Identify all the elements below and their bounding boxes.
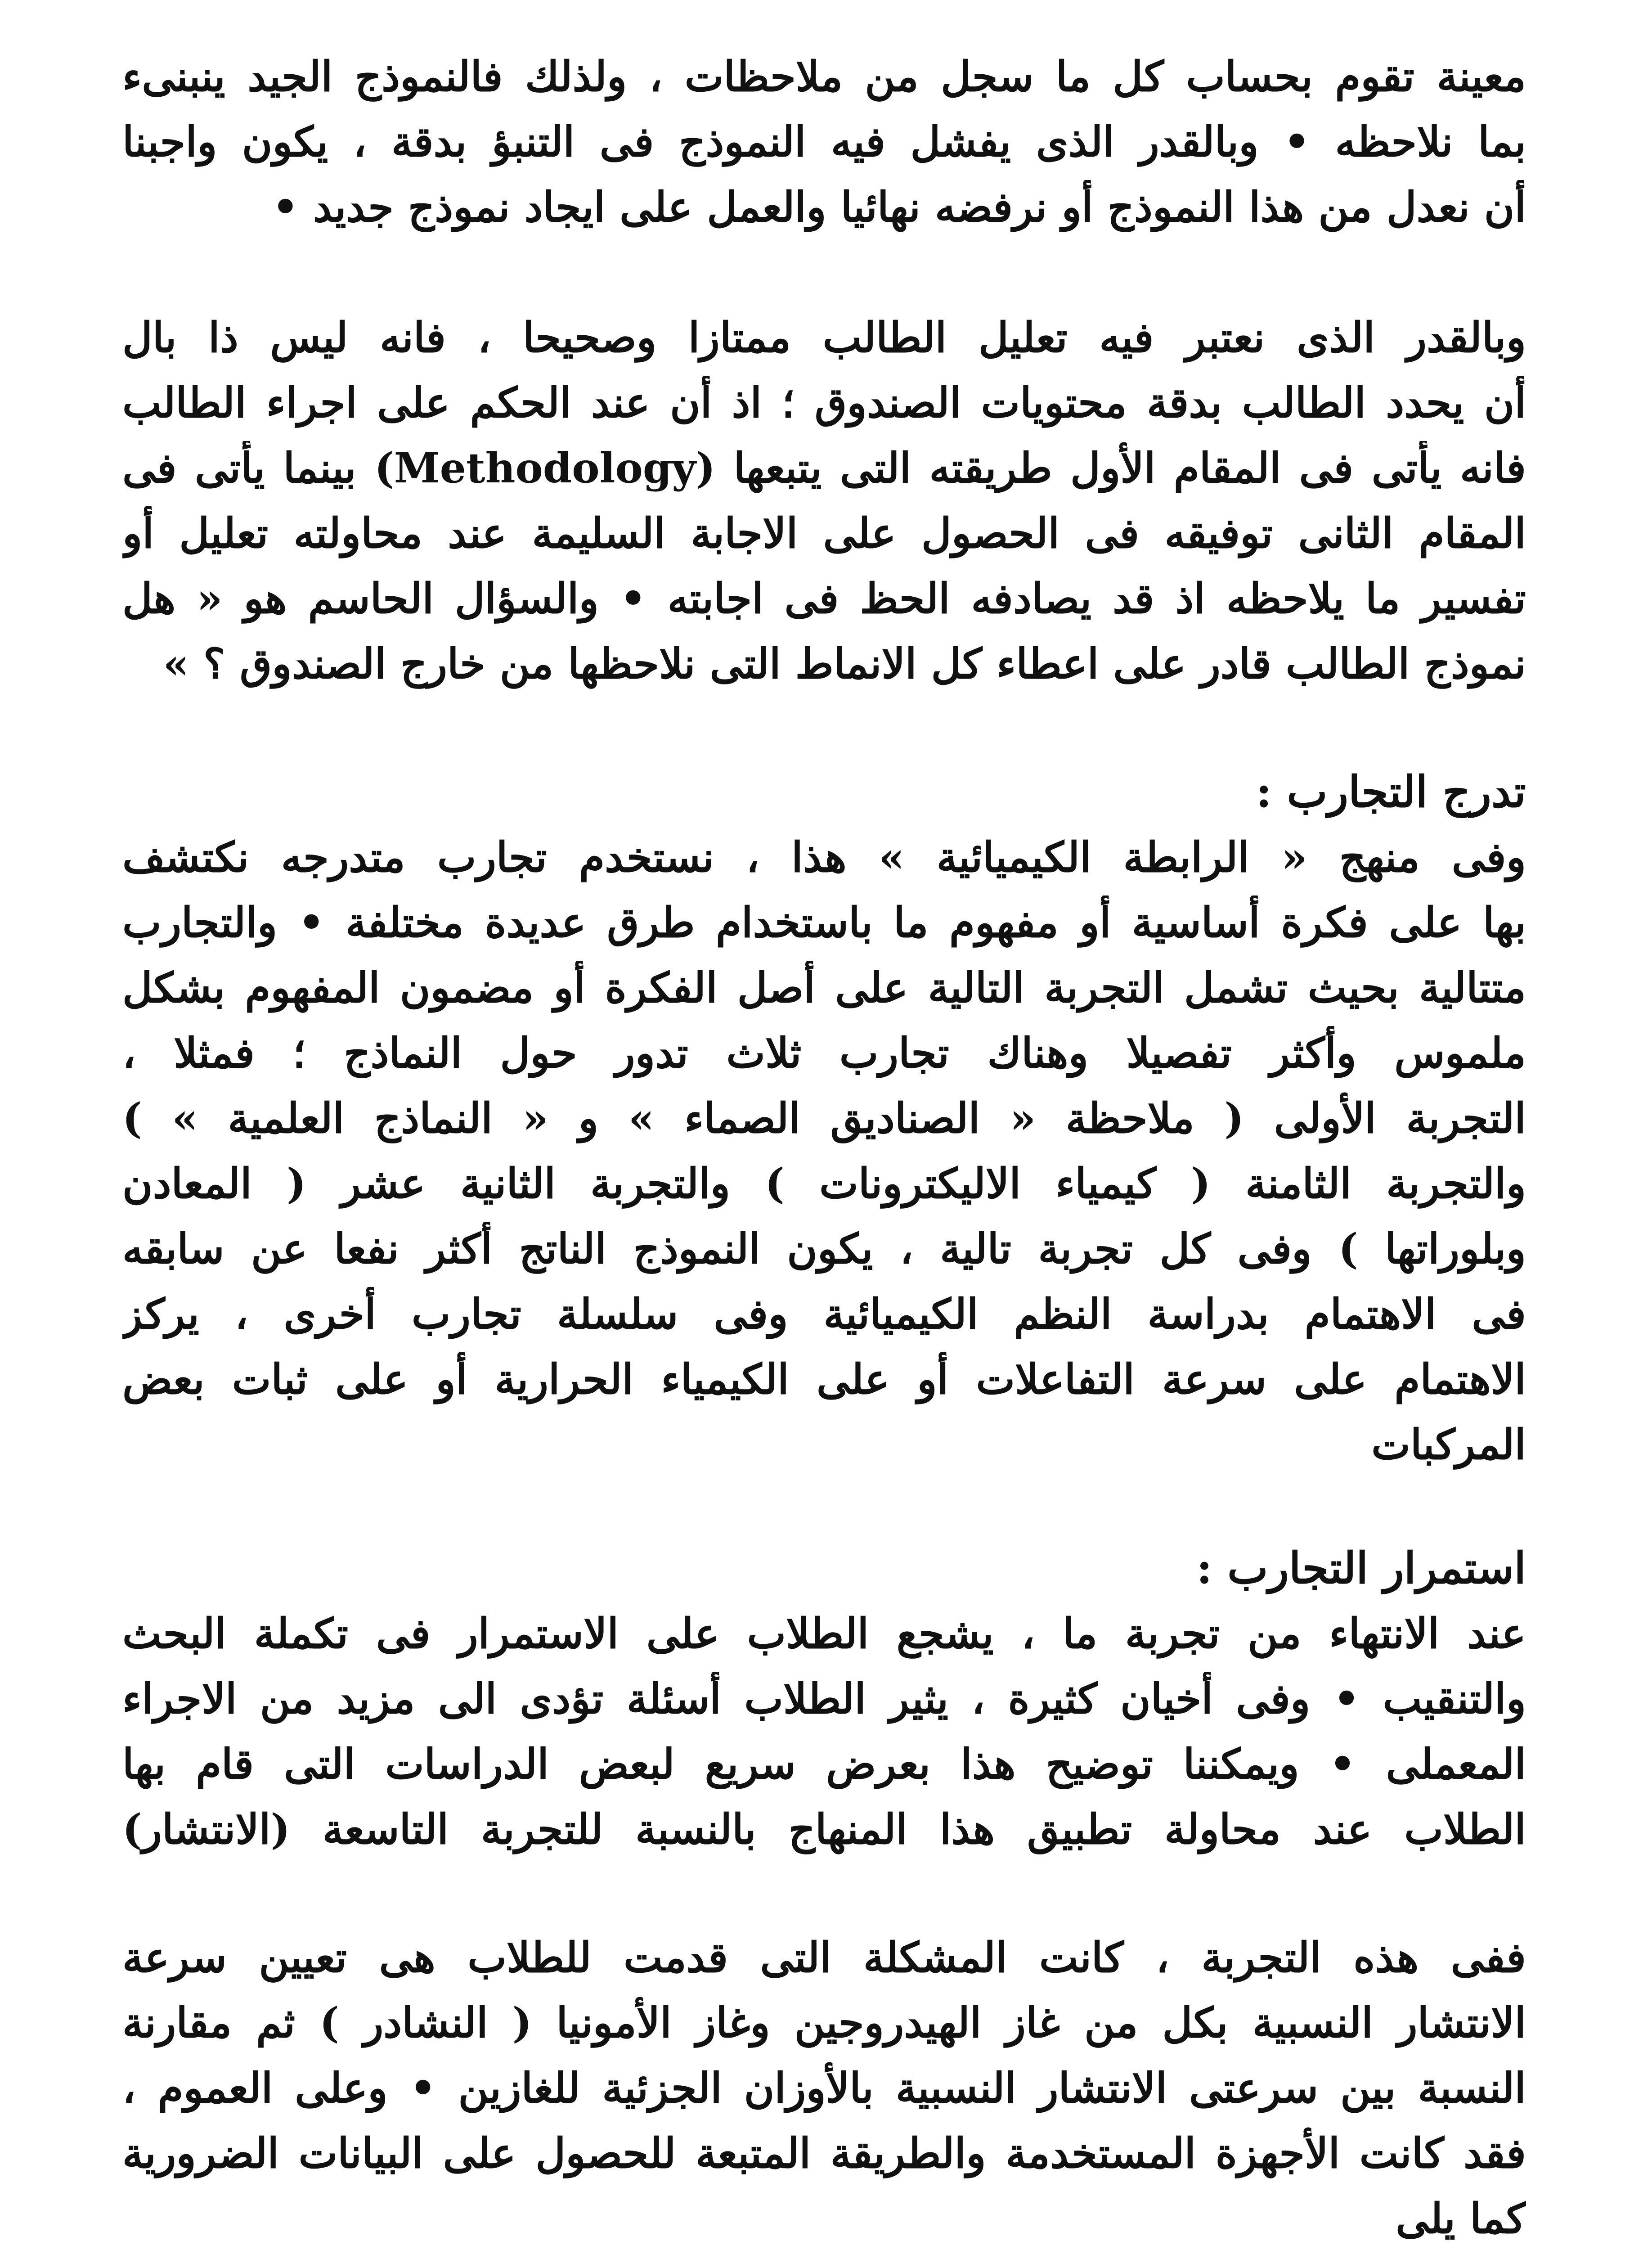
paragraph-3-line-2: بها على فكرة أساسية أو مفهوم ما باستخدام طرق عديدة مختلفة • والتجارب	[122, 898, 1526, 947]
paragraph-3-line-8: فى الاهتمام بدراسة النظم الكيميائية وفى سلسلة تجارب أخرى ، يركز	[122, 1290, 1526, 1338]
paragraph-3-line-10: المركبات	[1371, 1420, 1526, 1469]
paragraph-1-line-3: أن نعدل من هذا النموذج أو نرفضه نهائيا والعمل على ايجاد نموذج جديد •	[272, 183, 1526, 231]
paragraph-5-line-5: كما يلى	[1396, 2194, 1526, 2243]
paragraph-4-line-2: والتنقيب • وفى أخيان كثيرة ، يثير الطلاب أسئلة تؤدى الى مزيد من الاجراء	[122, 1674, 1526, 1723]
paragraph-3-line-4: ملموس وأكثر تفصيلا وهناك تجارب ثلاث تدور حول النماذج ؛ فمثلا ،	[122, 1029, 1526, 1077]
paragraph-2-line-6: نموذج الطالب قادر على اعطاء كل الانماط التى نلاحظها من خارج الصندوق ؟ »	[163, 639, 1526, 688]
paragraph-2-line-4: المقام الثانى توفيقه فى الحصول على الاجابة السليمة عند محاولته تعليل أو	[122, 509, 1526, 558]
section-heading-gradation: تدرج التجارب :	[1256, 766, 1526, 817]
paragraph-5-line-2: الانتشار النسبية بكل من غاز الهيدروجين وغاز الأمونيا ( النشادر ) ثم مقارنة	[122, 1998, 1526, 2047]
paragraph-3-line-9: الاهتمام على سرعة التفاعلات أو على الكيمياء الحرارية أو على ثبات بعض	[122, 1355, 1526, 1404]
paragraph-1-line-1: معينة تقوم بحساب كل ما سجل من ملاحظات ، ولذلك فالنموذج الجيد ينبنىء	[122, 52, 1526, 101]
paragraph-4-line-3: المعملى • ويمكننا توضيح هذا بعرض سريع لبعض الدراسات التى قام بها	[122, 1740, 1526, 1788]
paragraph-1-line-2: بما نلاحظه • وبالقدر الذى يفشل فيه النموذج فى التنبؤ بدقة ، يكون واجبنا	[122, 117, 1526, 166]
paragraph-2-line-5: تفسير ما يلاحظه اذ قد يصادفه الحظ فى اجابته • والسؤال الحاسم هو « هل	[122, 574, 1526, 623]
paragraph-3-line-6: والتجربة الثامنة ( كيمياء الاليكترونات ) والتجربة الثانية عشر ( المعادن	[122, 1159, 1526, 1208]
paragraph-3-line-7: وبلوراتها ) وفى كل تجربة تالية ، يكون النموذج الناتج أكثر نفعا عن سابقه	[122, 1224, 1526, 1273]
paragraph-2-line-1: وبالقدر الذى نعتبر فيه تعليل الطالب ممتازا وصحيحا ، فانه ليس ذا بال	[122, 313, 1526, 362]
paragraph-3-line-3: متتالية بحيث تشمل التجربة التالية على أصل الفكرة أو مضمون المفهوم بشكل	[122, 963, 1526, 1012]
paragraph-2-line-2: أن يحدد الطالب بدقة محتويات الصندوق ؛ اذ أن عند الحكم على اجراء الطالب	[122, 378, 1526, 427]
section-heading-continuity: استمرار التجارب :	[1196, 1543, 1526, 1593]
paragraph-3-line-1: وفى منهج « الرابطة الكيميائية » هذا ، نستخدم تجارب متدرجه نكتشف	[122, 833, 1526, 882]
paragraph-4-line-1: عند الانتهاء من تجربة ما ، يشجع الطلاب على الاستمرار فى تكملة البحث	[122, 1609, 1526, 1658]
paragraph-5-line-1: ففى هذه التجربة ، كانت المشكلة التى قدمت للطلاب هى تعيين سرعة	[122, 1933, 1526, 1982]
paragraph-5-line-4: فقد كانت الأجهزة المستخدمة والطريقة المتبعة للحصول على البيانات الضرورية	[122, 2129, 1526, 2178]
paragraph-3-line-5: التجربة الأولى ( ملاحظة « الصناديق الصماء » و « النماذج العلمية » )	[122, 1094, 1526, 1143]
paragraph-2-line-3: فانه يأتى فى المقام الأول طريقته التى يتبعها (Methodology) بينما يأتى فى	[122, 444, 1526, 492]
paragraph-5-line-3: النسبة بين سرعتى الانتشار النسبية بالأوزان الجزئية للغازين • وعلى العموم ،	[122, 2064, 1526, 2112]
paragraph-4-line-4: الطلاب عند محاولة تطبيق هذا المنهاج بالنسبة للتجربة التاسعة (الانتشار)	[122, 1805, 1526, 1854]
